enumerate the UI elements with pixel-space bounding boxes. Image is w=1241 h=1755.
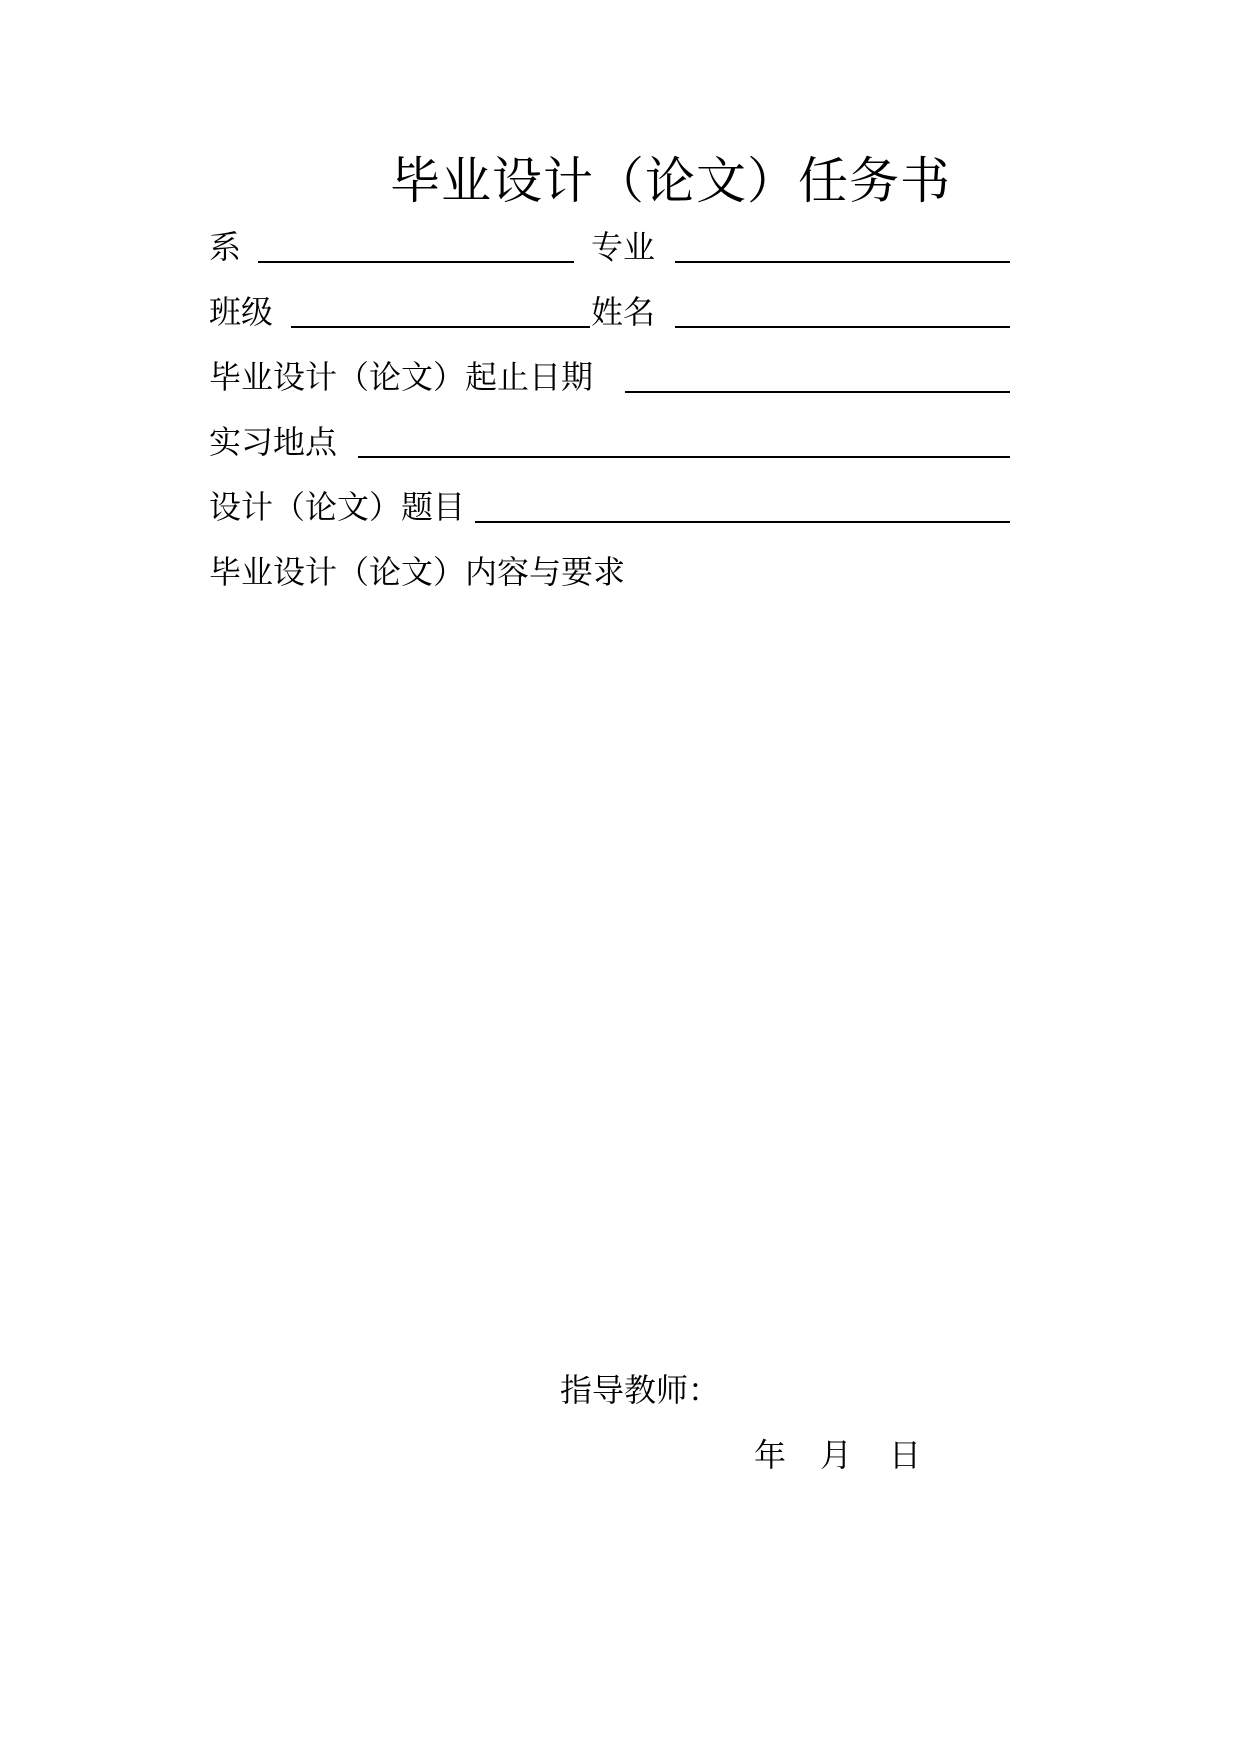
- name-field[interactable]: [675, 326, 1010, 328]
- class-field[interactable]: [291, 326, 590, 328]
- location-label: 实习地点: [209, 423, 338, 461]
- major-field[interactable]: [675, 261, 1010, 263]
- year-label: 年: [754, 1436, 787, 1474]
- topic-field[interactable]: [475, 521, 1010, 523]
- department-label: 系: [209, 228, 242, 266]
- period-label: 毕业设计（论文）起止日期: [209, 358, 594, 396]
- month-label: 月: [820, 1436, 853, 1474]
- content-label: 毕业设计（论文）内容与要求: [209, 553, 626, 591]
- period-field[interactable]: [625, 391, 1010, 393]
- topic-label: 设计（论文）题目: [209, 488, 466, 526]
- day-label: 日: [889, 1436, 922, 1474]
- location-field[interactable]: [358, 456, 1010, 458]
- class-label: 班级: [209, 293, 274, 331]
- major-label: 专业: [591, 228, 656, 266]
- department-field[interactable]: [258, 261, 574, 263]
- advisor-label: 指导教师：: [560, 1371, 721, 1409]
- document-title: 毕业设计（论文）任务书: [390, 152, 951, 210]
- name-label: 姓名: [591, 293, 656, 331]
